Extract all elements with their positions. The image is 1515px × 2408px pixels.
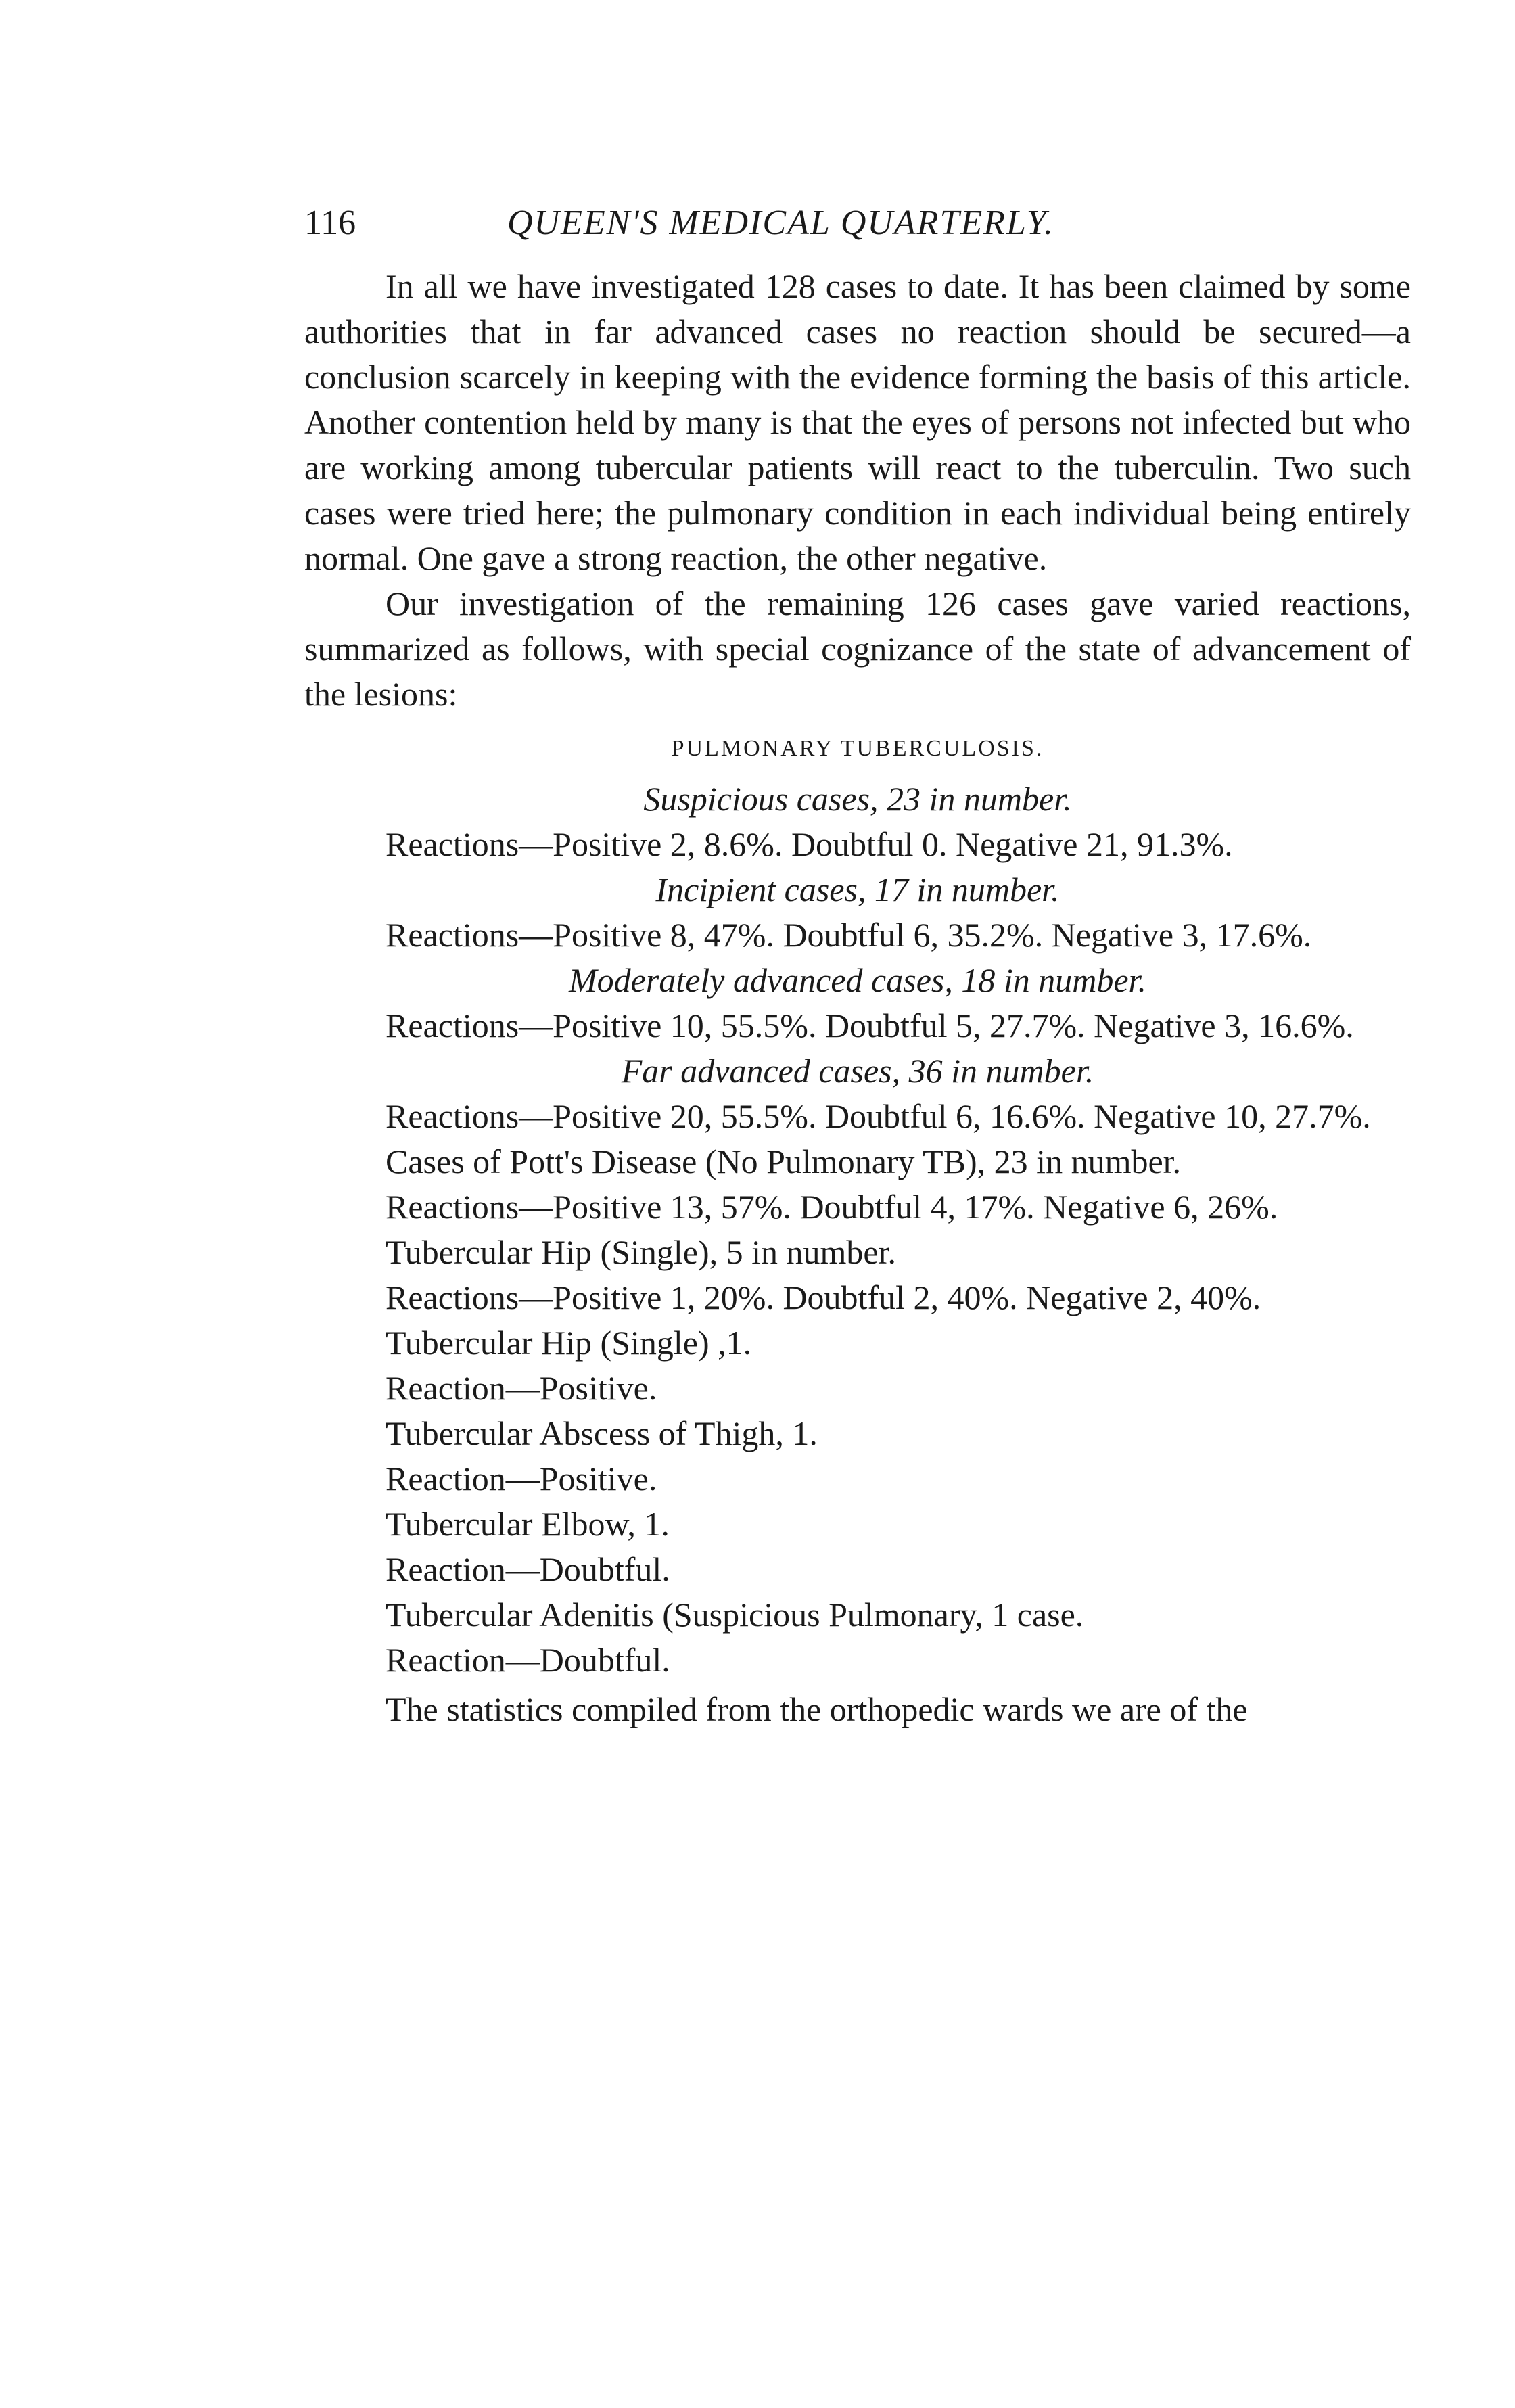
pulmonary-group-moderate	[304, 958, 1411, 1048]
intro-paragraph-2: Our investigation of the remaining 126 cases gave varied reactions, summarized as follows, with special cognizance of the state of advancement of the lesions:	[304, 584, 1411, 713]
tubercular-adenitis-entry: Tubercular Adenitis (Suspicious Pulmonary, 1 case.	[386, 1596, 1084, 1634]
tubercular-hip-single-entry: Tubercular Hip (Single) ,1.	[386, 1324, 752, 1362]
closing-line: The statistics compiled from the orthopedic wards we are of the	[386, 1690, 1248, 1728]
group-reactions: Reactions—Positive 2, 8.6%. Doubtful 0. Negative 21, 91.3%.	[386, 825, 1233, 863]
document-page	[304, 203, 1411, 1732]
page-number: 116	[304, 204, 356, 242]
pulmonary-group-incipient	[304, 867, 1411, 958]
running-head	[304, 203, 1411, 264]
potts-disease-reactions: Reactions—Positive 13, 57%. Doubtful 4, 17%. Negative 6, 26%.	[386, 1188, 1278, 1226]
thigh-abscess-entry: Tubercular Abscess of Thigh, 1.	[386, 1414, 818, 1452]
group-reactions: Reactions—Positive 10, 55.5%. Doubtful 5, 27.7%. Negative 3, 16.6%.	[386, 1006, 1354, 1044]
tubercular-elbow-reaction: Reaction—Doubtful.	[386, 1550, 670, 1588]
tubercular-hip-entry: Tubercular Hip (Single), 5 in number.	[386, 1233, 897, 1271]
journal-title: QUEEN'S MEDICAL QUARTERLY.	[507, 204, 1054, 242]
group-reactions: Reactions—Positive 20, 55.5%. Doubtful 6, 16.6%. Negative 10, 27.7%.	[386, 1097, 1371, 1135]
section-heading: PULMONARY TUBERCULOSIS.	[671, 736, 1044, 761]
potts-disease-entry: Cases of Pott's Disease (No Pulmonary TB), 23 in number.	[386, 1142, 1182, 1180]
pulmonary-group-far-advanced	[304, 1048, 1411, 1139]
tubercular-hip-reactions: Reactions—Positive 1, 20%. Doubtful 2, 40%. Negative 2, 40%.	[386, 1278, 1261, 1316]
group-reactions: Reactions—Positive 8, 47%. Doubtful 6, 35.2%. Negative 3, 17.6%.	[386, 916, 1312, 954]
group-title: Suspicious cases, 23 in number.	[643, 780, 1072, 818]
group-title: Incipient cases, 17 in number.	[655, 871, 1060, 908]
tubercular-elbow-entry: Tubercular Elbow, 1.	[386, 1505, 670, 1543]
pulmonary-group-suspicious	[304, 777, 1411, 867]
group-title: Far advanced cases, 36 in number.	[621, 1052, 1094, 1090]
intro-paragraph-1: In all we have investigated 128 cases to date. It has been claimed by some authorities that in far advanced cases no reaction should be secured—a conclusion scarcely in keeping with the evidence forming the basis of this article. Another contention held by many is that the eyes of persons not infected but who are working among tubercular patients will react to the tuberculin. Two such cases were tried here; the pulmonary condition in each individual being entirely normal. One gave a strong reaction, the other negative.	[304, 267, 1411, 577]
tubercular-adenitis-reaction: Reaction—Doubtful.	[386, 1641, 670, 1679]
group-title: Moderately advanced cases, 18 in number.	[569, 961, 1146, 999]
thigh-abscess-reaction: Reaction—Positive.	[386, 1460, 657, 1498]
tubercular-hip-single-reaction: Reaction—Positive.	[386, 1369, 657, 1407]
other-cases-list	[304, 1139, 1411, 1683]
